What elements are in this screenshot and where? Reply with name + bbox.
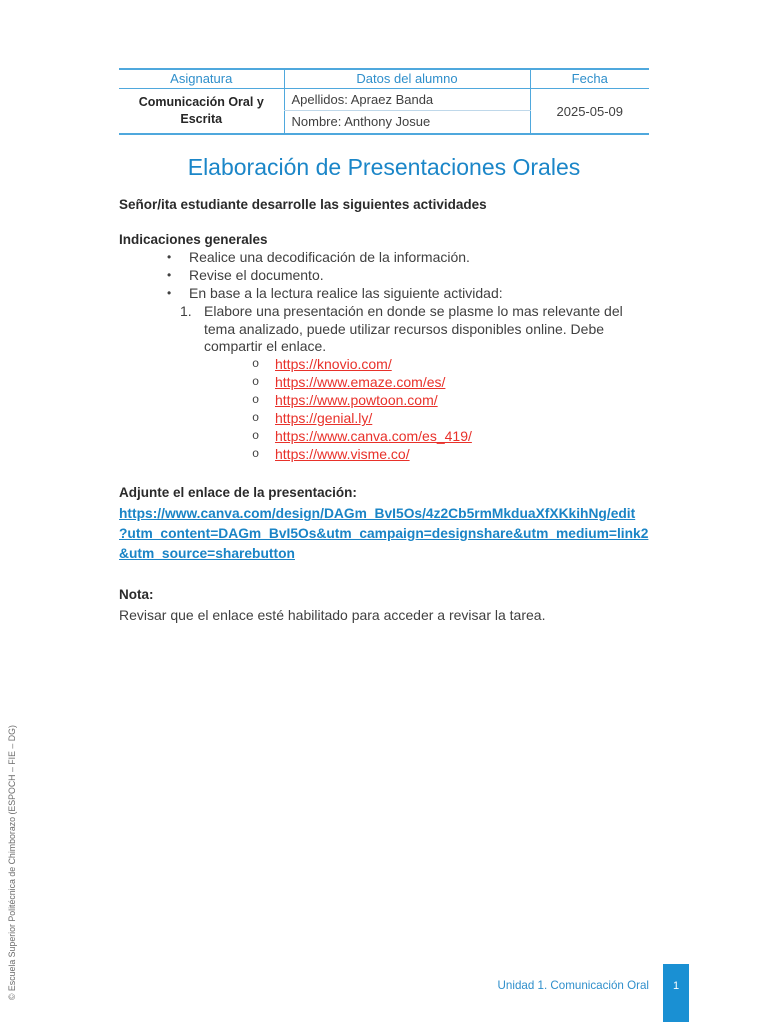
general-indications-list	[0, 249, 768, 464]
circle-bullet-icon: o	[252, 446, 260, 461]
bullet-marker: •	[167, 250, 172, 264]
task-text-line: compartir el enlace.	[204, 338, 327, 355]
bullet-marker: •	[167, 267, 172, 282]
link-visme[interactable]: https://www.visme.co/	[275, 445, 410, 462]
student-surname-cell: Apellidos: Apraez Banda	[284, 89, 530, 111]
task-item-continuation	[0, 321, 768, 339]
presentation-link-line[interactable]: ?utm_content=DAGm_BvI5Os&utm_campaign=designshare&utm_medium=link2	[119, 526, 649, 541]
presentation-link-line[interactable]: &utm_source=sharebutton	[119, 546, 295, 561]
resource-link-item	[0, 446, 768, 464]
task-item-continuation	[0, 338, 768, 356]
list-item	[0, 267, 768, 285]
presentation-link-line[interactable]: https://www.canva.com/design/DAGm_BvI5Os/4z2Cb5rmMkduaXfXKkihNg/edit	[119, 506, 636, 521]
table-header-row	[119, 69, 649, 89]
circle-bullet-icon: o	[252, 393, 260, 408]
footer-unit-title: Unidad 1. Comunicación Oral	[497, 979, 649, 992]
general-indications-heading: Indicaciones generales	[119, 232, 268, 247]
note-label: Nota:	[119, 587, 154, 602]
page-title: Elaboración de Presentaciones Orales	[187, 154, 581, 180]
presentation-link	[119, 504, 648, 564]
link-emaze[interactable]: https://www.emaze.com/es/	[275, 374, 446, 391]
note-text: Revisar que el enlace esté habilitado para acceder a revisar la tarea.	[119, 607, 546, 623]
side-copyright-text: © Escuela Superior Politécnica de Chimborazo (ESPOCH – FIE – DG)	[7, 725, 17, 1000]
task-item	[0, 303, 768, 321]
list-item	[0, 285, 768, 303]
circle-bullet-icon: o	[252, 357, 260, 372]
subject-cell: Comunicación Oral y Escrita	[119, 89, 284, 135]
list-item	[0, 249, 768, 267]
circle-bullet-icon: o	[252, 375, 260, 390]
list-item-text: En base a la lectura realice las siguiente actividad:	[189, 284, 503, 301]
resource-link-item	[0, 428, 768, 446]
task-text-line: Elabore una presentación en donde se plasme lo mas relevante del	[204, 302, 623, 319]
student-name-cell: Nombre: Anthony Josue	[284, 111, 530, 135]
task-number: 1.	[180, 302, 192, 319]
link-canva[interactable]: https://www.canva.com/es_419/	[275, 427, 472, 444]
resource-link-item	[0, 392, 768, 410]
student-info-table	[119, 68, 649, 135]
task-text-line: tema analizado, puede utilizar recursos disponibles online. Debe	[204, 320, 605, 337]
date-cell: 2025-05-09	[530, 89, 649, 135]
link-powtoon[interactable]: https://www.powtoon.com/	[275, 392, 438, 409]
column-header-student: Datos del alumno	[284, 69, 530, 89]
page-number-tab	[663, 964, 689, 1022]
table-row	[119, 89, 649, 111]
column-header-date: Fecha	[530, 69, 649, 89]
list-item-text: Revise el documento.	[189, 266, 324, 283]
submission-label: Adjunte el enlace de la presentación:	[119, 485, 357, 500]
link-knovio[interactable]: https://knovio.com/	[275, 356, 392, 373]
circle-bullet-icon: o	[252, 411, 260, 426]
link-genially[interactable]: https://genial.ly/	[275, 410, 373, 427]
instruction-heading: Señor/ita estudiante desarrolle las siguientes actividades	[119, 197, 487, 212]
resource-link-item	[0, 356, 768, 374]
page-number: 1	[672, 980, 680, 992]
bullet-marker: •	[167, 285, 172, 300]
circle-bullet-icon: o	[252, 428, 260, 443]
resource-link-item	[0, 410, 768, 428]
list-item-text: Realice una decodificación de la información.	[189, 249, 470, 265]
column-header-subject: Asignatura	[119, 69, 284, 89]
resource-link-item	[0, 374, 768, 392]
